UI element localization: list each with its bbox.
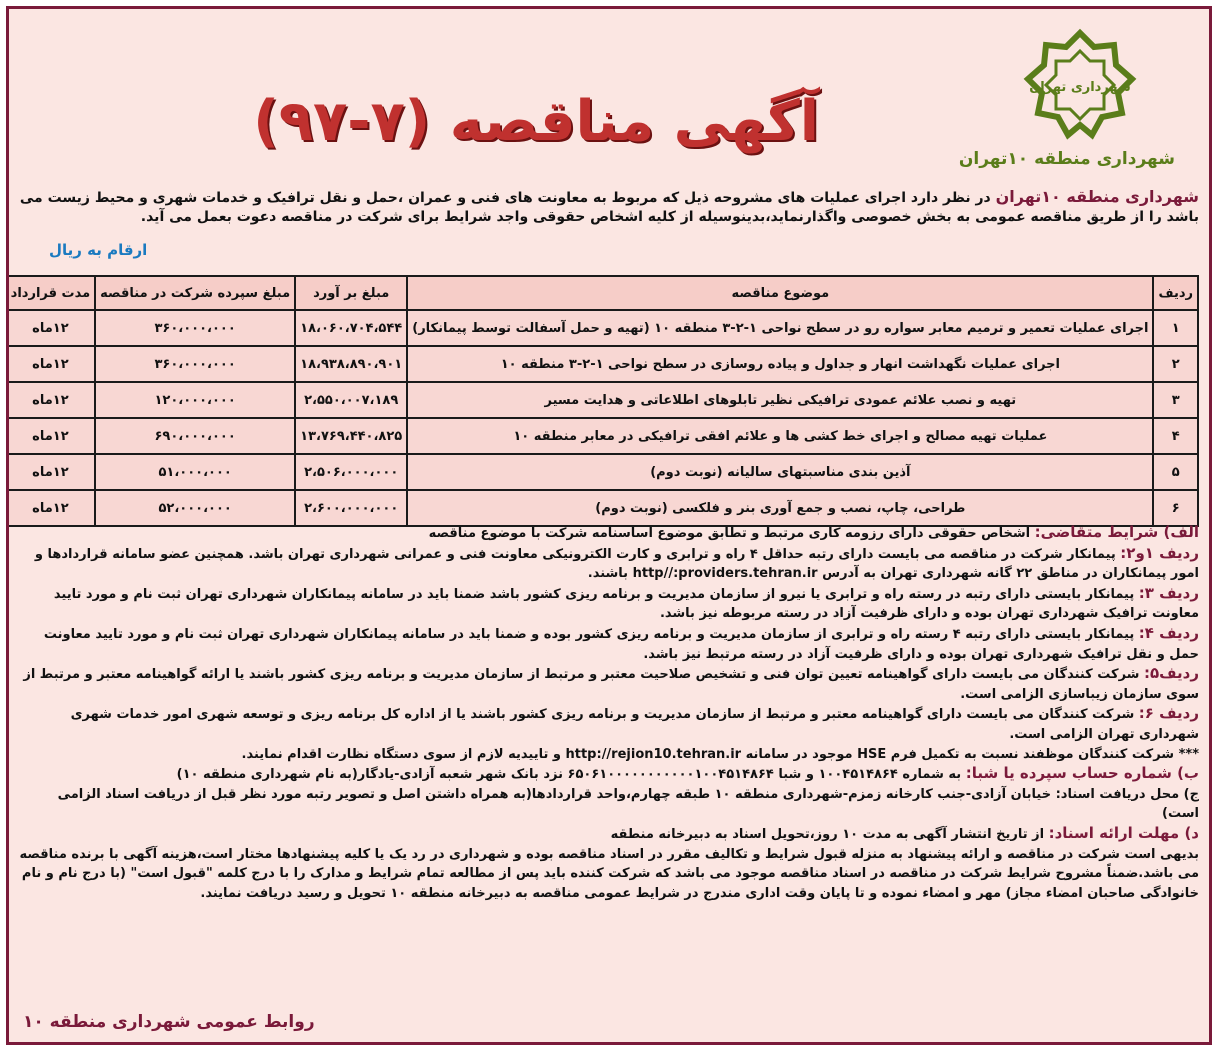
intro-org-name: شهرداری منطقه ۱۰تهران — [995, 187, 1199, 206]
tehran-municipality-emblem-icon — [1018, 27, 1142, 147]
cell-deposit: ۱۲۰،۰۰۰،۰۰۰ — [95, 382, 295, 418]
condition-text: شرکت کنندگان می بایست دارای گواهینامه تعیین توان فنی و تشخیص صلاحیت معتبر و مرتبط از سازمان مدیریت و برنامه ریزی کشور باشند یا ارائه گواهینامه معتبر و مرتبط از سوی سازمان زیباسازی الزامی است. — [23, 667, 1199, 702]
condition-row-5 — [19, 664, 1199, 704]
condition-heading: ب) شماره حساب سپرده یا شبا: — [965, 764, 1199, 783]
header-deposit: مبلغ سپرده شرکت در مناقصه — [95, 276, 295, 310]
cell-estimate: ۲،۵۰۶،۰۰۰،۰۰۰ — [295, 454, 407, 490]
cell-subject: عملیات تهیه مصالح و اجرای خط کشی ها و علائم افقی ترافیکی در معابر منطقه ۱۰ — [407, 418, 1153, 454]
tender-notice-page — [6, 6, 1212, 1045]
cell-deposit: ۳۶۰،۰۰۰،۰۰۰ — [95, 310, 295, 346]
header-estimate: مبلغ بر آورد — [295, 276, 407, 310]
table-row — [6, 454, 1198, 490]
table-row — [6, 310, 1198, 346]
intro-text: در نظر دارد اجرای عملیات های مشروحه ذیل که مربوط به معاونت های فنی و عمران ،حمل و نقل ترافیک و خدمات شهری و محیط زیست می باشد را از طریق مناقصه عمومی به بخش خصوصی واگذارنماید،بدینوسیله از کلیه اشخاص حقوقی واجد شرایط برای شرکت در مناقصه دعوت بعمل می آید. — [19, 190, 1199, 225]
cell-estimate: ۲،۵۵۰،۰۰۷،۱۸۹ — [295, 382, 407, 418]
table-row — [6, 346, 1198, 382]
condition-text: پیمانکار بایستی دارای رتبه ۴ رسته راه و ترابری از سازمان مدیریت و برنامه ریزی کشور بوده و ضمنا باید در سامانه پیمانکاران شهرداری تهران ثبت نام و مورد تایید معاونت حمل و نقل ترافیک شهرداری تهران بوده و دارای ظرفیت آزاد در رسته مرتبط نیز باشد. — [43, 626, 1199, 662]
public-relations-footer: روابط عمومی شهرداری منطقه ۱۰ — [23, 1012, 315, 1032]
documents-location: ج) محل دریافت اسناد: خیابان آزادی-جنب کارخانه زمزم-شهرداری منطقه ۱۰ طبقه چهارم،واحد قراردادها(به همراه داشتن اصل و تصویر رتبه مورد نظر قبل از دریافت اسناد الزامی است) — [57, 786, 1199, 822]
header-duration: مدت قرارداد — [6, 276, 95, 310]
condition-text: شرکت کنندگان می بایست دارای گواهینامه معتبر و مرتبط از سازمان مدیریت و برنامه ریزی کشور باشند یا از اداره کل برنامه ریزی و توسعه شهری امور خدمات شهری شهرداری تهران الزامی است. — [70, 707, 1199, 742]
municipality-logo — [958, 27, 1175, 169]
cell-deposit: ۵۲،۰۰۰،۰۰۰ — [95, 490, 295, 526]
cell-duration: ۱۲ماه — [6, 490, 95, 526]
page-title: آگهی مناقصه (۷-۹۷) — [253, 89, 819, 154]
cell-row-number: ۳ — [1153, 382, 1198, 418]
cell-subject: اجرای عملیات تعمیر و ترمیم معابر سواره رو در سطح نواحی ۱-۲-۳ منطقه ۱۰ (تهیه و حمل آسفالت توسط پیمانکار) — [407, 310, 1153, 346]
logo-caption: شهرداری منطقه ۱۰تهران — [958, 149, 1175, 169]
table-row — [6, 490, 1198, 526]
final-terms: بدیهی است شرکت در مناقصه و ارائه پیشنهاد به منزله قبول شرایط و تکالیف مقرر در اسناد مناقصه بوده و شهرداری در رد یک یا کلیه پیشنهادها مختار است،هزینه آگهی با برنده مناقصه می باشد.ضمناً مشروح شرایط شرکت در مناقصه در اسناد مناقصه موجود می باشد که شرکت کننده باید پس از مطالعه تمام شرایط و مدارک را با درج کلمه "قبول است" (با درج نام و نام خانوادگی صاحبان امضاء مجاز) مهر و امضاء نموده و تا پایان وقت اداری مندرج در شرایط عمومی مناقصه به دبیرخانه منطقه ۱۰ تحویل و رسید دریافت نمایند. — [19, 846, 1199, 901]
cell-deposit: ۶۹۰،۰۰۰،۰۰۰ — [95, 418, 295, 454]
cell-row-number: ۵ — [1153, 454, 1198, 490]
condition-text: از تاریخ انتشار آگهی به مدت ۱۰ روز،تحویل اسناد به دبیرخانه منطقه — [610, 826, 1049, 842]
conditions-section — [19, 523, 1199, 903]
condition-heading: د) مهلت ارائه اسناد: — [1048, 823, 1199, 842]
condition-heading: ردیف ۱و۲: — [1120, 543, 1199, 562]
cell-duration: ۱۲ماه — [6, 418, 95, 454]
cell-subject: طراحی، چاپ، نصب و جمع آوری بنر و فلکسی (نوبت دوم) — [407, 490, 1153, 526]
cell-duration: ۱۲ماه — [6, 454, 95, 490]
cell-row-number: ۶ — [1153, 490, 1198, 526]
cell-row-number: ۴ — [1153, 418, 1198, 454]
cell-duration: ۱۲ماه — [6, 310, 95, 346]
emblem-text: شهرداری تهران — [1029, 80, 1131, 95]
header-row-number: ردیف — [1153, 276, 1198, 310]
cell-duration: ۱۲ماه — [6, 382, 95, 418]
condition-text: اشخاص حقوقی دارای رزومه کاری مرتبط و تطابق موضوع اساسنامه شرکت با موضوع مناقصه — [428, 526, 1035, 541]
currency-unit-note: ارقام به ریال — [49, 241, 148, 259]
cell-subject: اجرای عملیات نگهداشت انهار و جداول و پیاده روسازی در سطح نواحی ۱-۲-۳ منطقه ۱۰ — [407, 346, 1153, 382]
condition-heading: ردیف ۳: — [1138, 583, 1199, 602]
hse-note: *** شرکت کنندگان موظفند نسبت به تکمیل فرم HSE موجود در سامانه http://rejion10.tehran.ir و تاییدیه لازم از سوی دستگاه نظارت اقدام نمایند. — [241, 746, 1199, 762]
cell-estimate: ۲،۶۰۰،۰۰۰،۰۰۰ — [295, 490, 407, 526]
condition-row-3 — [19, 584, 1199, 624]
cell-subject: تهیه و نصب علائم عمودی ترافیکی نظیر تابلوهای اطلاعاتی و هدایت مسیر — [407, 382, 1153, 418]
cell-subject: آذین بندی مناسبتهای سالیانه (نوبت دوم) — [407, 454, 1153, 490]
condition-row-6 — [19, 704, 1199, 744]
condition-text: به شماره ۱۰۰۴۵۱۴۸۶۴ و شبا ۶۵۰۶۱۰۰۰۰۰۰۰۰۰۰۰۱۰۰۴۵۱۴۸۶۴ نزد بانک شهر شعبه آزادی-یادگار(به نام شهرداری منطقه ۱۰) — [176, 767, 966, 783]
intro-paragraph — [19, 187, 1199, 227]
cell-row-number: ۲ — [1153, 346, 1198, 382]
condition-text: پیمانکار شرکت در مناقصه می بایست دارای رتبه حداقل ۴ راه و ترابری و کارت الکترونیکی معاونت فنی و عمرانی شهرداری تهران باشد. همچنین عضو سامانه قراردادها و امور پیمانکاران در مناطق ۲۲ گانه شهرداری تهران به آدرس http//:providers.tehran.ir باشند. — [34, 546, 1199, 582]
header-subject: موضوع مناقصه — [407, 276, 1153, 310]
submission-deadline — [19, 824, 1199, 845]
cell-duration: ۱۲ماه — [6, 346, 95, 382]
tenders-table — [6, 275, 1199, 527]
condition-heading: الف) شرایط متقاضی: — [1034, 523, 1199, 541]
cell-row-number: ۱ — [1153, 310, 1198, 346]
table-row — [6, 382, 1198, 418]
cell-estimate: ۱۸،۰۶۰،۷۰۴،۵۴۴ — [295, 310, 407, 346]
condition-row-4 — [19, 624, 1199, 664]
condition-text: پیمانکار بایستی دارای رتبه در رسته راه و ترابری یا نیرو از سازمان مدیریت و برنامه ریزی کشور باشد ضمنا باید در سامانه پیمانکاران شهرداری تهران ثبت نام و مورد تایید معاونت ترافیک شهرداری تهران بوده و دارای ظرفیت آزاد در رسته مربوطه نیز باشد. — [53, 586, 1199, 622]
condition-heading: ردیف ۴: — [1138, 623, 1199, 642]
deposit-account — [19, 764, 1199, 785]
condition-heading: ردیف ۶: — [1138, 704, 1199, 723]
cell-deposit: ۳۶۰،۰۰۰،۰۰۰ — [95, 346, 295, 382]
condition-heading: ردیف۵: — [1144, 664, 1199, 683]
condition-applicants — [19, 523, 1199, 544]
cell-deposit: ۵۱،۰۰۰،۰۰۰ — [95, 454, 295, 490]
condition-rows-1-2 — [19, 544, 1199, 584]
cell-estimate: ۱۸،۹۳۸،۸۹۰،۹۰۱ — [295, 346, 407, 382]
table-row — [6, 418, 1198, 454]
cell-estimate: ۱۳،۷۶۹،۴۴۰،۸۲۵ — [295, 418, 407, 454]
table-header-row — [6, 276, 1198, 310]
